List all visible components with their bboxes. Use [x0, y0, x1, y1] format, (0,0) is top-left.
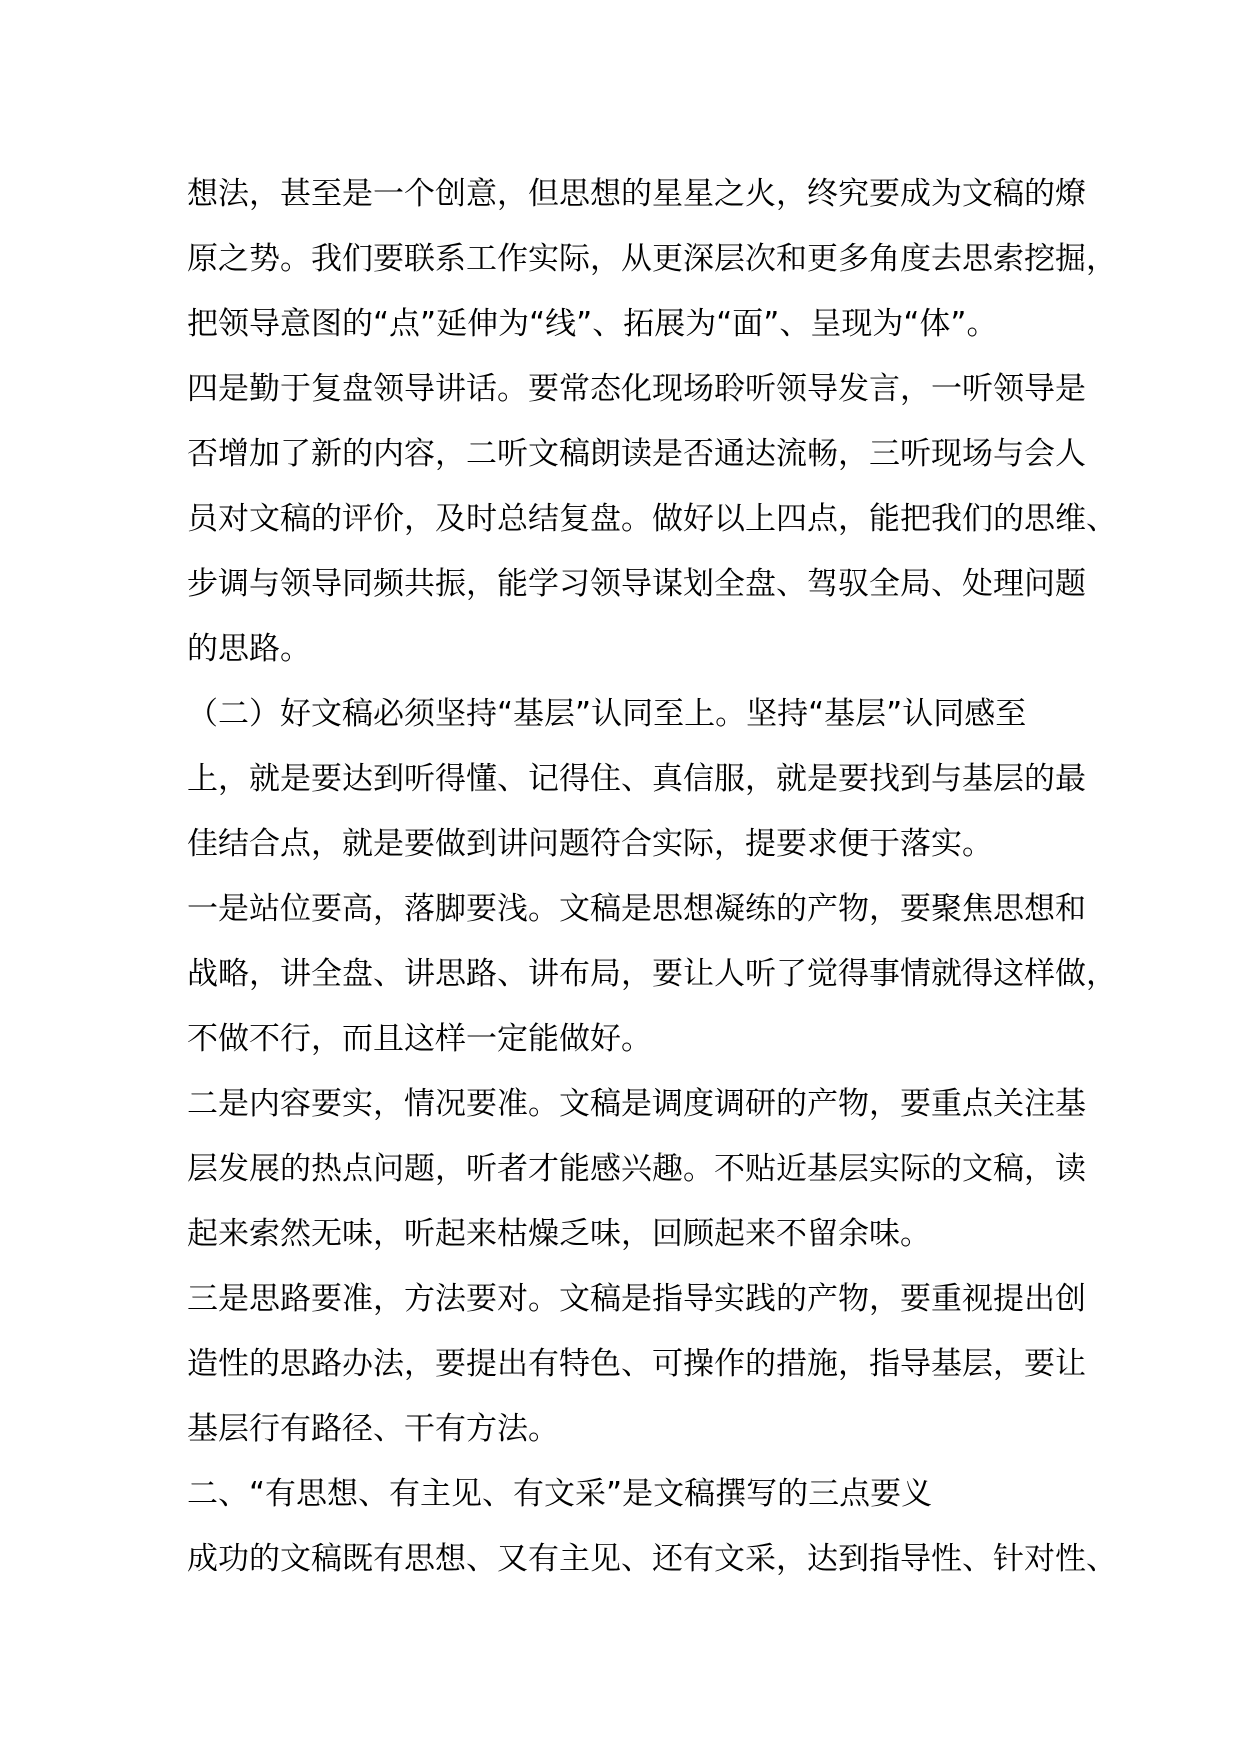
text-line: 四是勤于复盘领导讲话。要常态化现场聆听领导发言，一听领导是 [187, 371, 1086, 407]
text-line: 步调与领导同频共振，能学习领导谋划全盘、驾驭全局、处理问题 [187, 566, 1086, 602]
section-heading: 二、“有思想、有主见、有文采”是文稿撰写的三点要义 [187, 1476, 933, 1512]
text-line: 二是内容要实，情况要准。文稿是调度调研的产物，要重点关注基 [187, 1086, 1086, 1122]
text-line: 的思路。 [187, 631, 311, 667]
text-line: 起来索然无味，听起来枯燥乏味，回顾起来不留余味。 [187, 1216, 931, 1252]
text-line: 上，就是要达到听得懂、记得住、真信服，就是要找到与基层的最 [187, 761, 1086, 797]
text-line: 基层行有路径、干有方法。 [187, 1411, 559, 1447]
text-line: 成功的文稿既有思想、又有主见、还有文采，达到指导性、针对性、 [187, 1541, 1117, 1577]
text-line: 三是思路要准，方法要对。文稿是指导实践的产物，要重视提出创 [187, 1281, 1086, 1317]
text-line: 员对文稿的评价，及时总结复盘。做好以上四点，能把我们的思维、 [187, 501, 1117, 537]
text-line: 战略，讲全盘、讲思路、讲布局，要让人听了觉得事情就得这样做， [187, 956, 1117, 992]
section-heading: （二）好文稿必须坚持“基层”认同至上。坚持“基层”认同感至 [187, 696, 1027, 732]
text-line: 原之势。我们要联系工作实际，从更深层次和更多角度去思索挖掘， [187, 241, 1117, 277]
text-line: 造性的思路办法，要提出有特色、可操作的措施，指导基层，要让 [187, 1346, 1086, 1382]
text-line: 层发展的热点问题，听者才能感兴趣。不贴近基层实际的文稿，读 [187, 1151, 1086, 1187]
text-line: 把领导意图的“点”延伸为“线”、拓展为“面”、呈现为“体”。 [187, 306, 998, 342]
text-line: 否增加了新的内容，二听文稿朗读是否通达流畅，三听现场与会人 [187, 436, 1086, 472]
text-line: 不做不行，而且这样一定能做好。 [187, 1021, 652, 1057]
text-line: 想法，甚至是一个创意，但思想的星星之火，终究要成为文稿的燎 [187, 176, 1086, 212]
body-text [187, 162, 1117, 1592]
text-line: 一是站位要高，落脚要浅。文稿是思想凝练的产物，要聚焦思想和 [187, 891, 1086, 927]
text-line: 佳结合点，就是要做到讲问题符合实际，提要求便于落实。 [187, 826, 993, 862]
